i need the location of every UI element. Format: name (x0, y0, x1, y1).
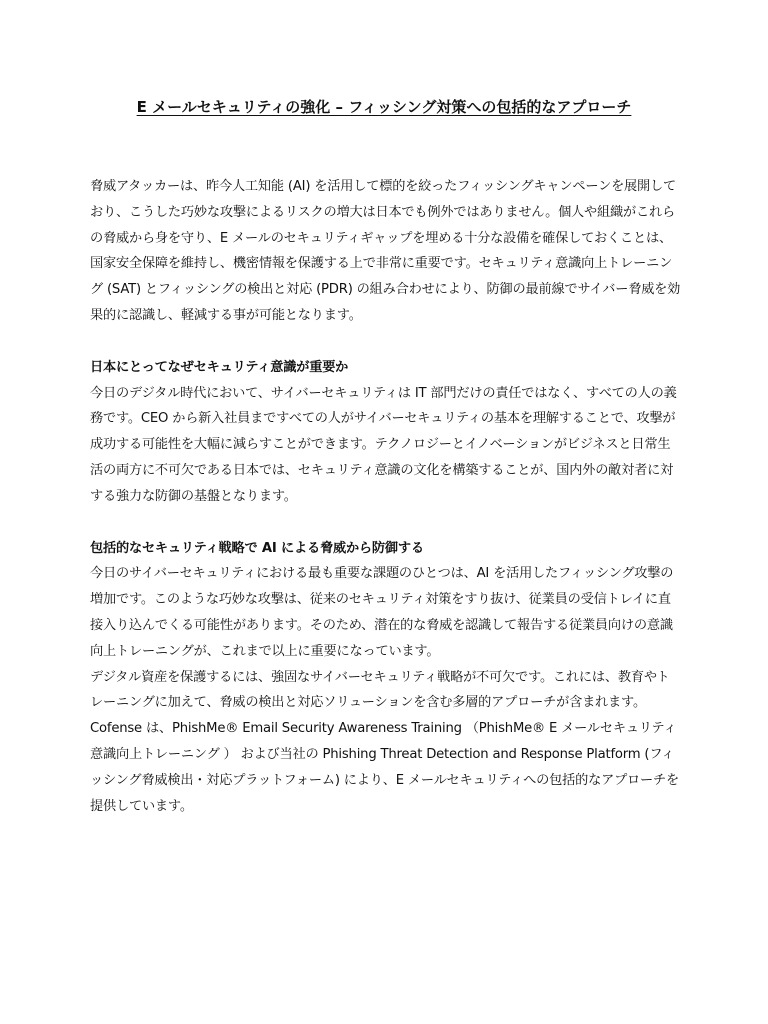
page-title-text: E メールセキュリティの強化 – フィッシング対策への包括的なアプローチ (136, 98, 632, 116)
paragraph-gap (90, 329, 682, 355)
section-heading-ai-defense: 包括的なセキュリティ戦略で AI による脅威から防御する (90, 540, 424, 556)
section-paragraph-cofense: デジタル資産を保護するには、強固なサイバーセキュリティ戦略が不可欠です。これには、教育やトレーニングに加えて、脅威の検出と対応ソリューションを含む多層的アプローチが含まれます。Cofense は、PhishMe® Email Security Awareness Training （PhishMe® E メールセキュリティ意識向上トレーニング ） および当社の Phishing Threat Detection and Response Platform (フィッシング脅威検出・対応プラットフォーム) により、E メールセキュリティへの包括的なアプローチを提供しています。 (90, 669, 680, 814)
section-paragraph-ai-phishing: 今日のサイバーセキュリティにおける最も重要な課題のひとつは、AI を活用したフィッシング攻撃の増加です。このような巧妙な攻撃は、従来のセキュリティ対策をすり抜け、従業員の受信トレイに直接入り込んでくる可能性があります。そのため、潜在的な脅威を認識して報告する従業員向けの意識向上トレーニングが、これまで以上に重要になっています。 (90, 566, 674, 659)
section-heading-awareness: 日本にとってなぜセキュリティ意識が重要か (90, 359, 349, 375)
section-paragraph-awareness: 今日のデジタル時代において、サイバーセキュリティは IT 部門だけの責任ではなく、すべての人の義務です。CEO から新入社員まですべての人がサイバーセキュリティの基本を理解することで、攻撃が成功する可能性を大幅に減らすことができます。テクノロジーとイノベーションがビジネスと日常生活の両方に不可欠である日本では、セキュリティ意識の文化を構築することが、国内外の敵対者に対する強力な防御の基盤となります。 (90, 385, 677, 504)
page-title (0, 96, 768, 118)
paragraph-gap (90, 510, 682, 536)
intro-paragraph: 脅威アタッカーは、昨今人工知能 (AI) を活用して標的を絞ったフィッシングキャンペーンを展開しており、こうした巧妙な攻撃によるリスクの増大は日本でも例外ではありません。個人や組織がこれらの脅威から身を守り、E メールのセキュリティギャップを埋める十分な設備を確保しておくことは、国家安全保障を維持し、機密情報を保護する上で非常に重要です。セキュリティ意識向上トレーニング (SAT) とフィッシングの検出と対応 (PDR) の組み合わせにより、防御の最前線でサイバー脅威を効果的に認識し、軽減する事が可能となります。 (90, 179, 681, 323)
document-body (90, 174, 682, 819)
